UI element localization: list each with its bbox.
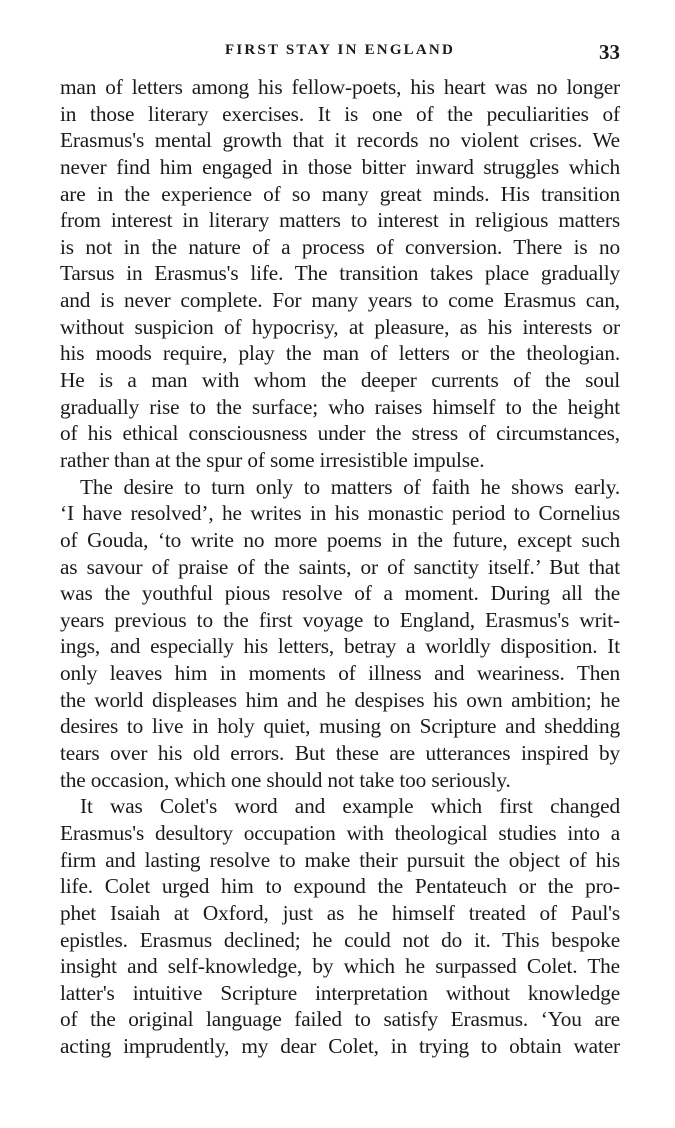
text-line: latter's intuitive Scripture interpretation without knowledge xyxy=(60,980,620,1005)
paragraph xyxy=(60,74,620,474)
text-line: desires to live in holy quiet, musing on Scripture and shedding xyxy=(60,714,620,739)
paragraph xyxy=(60,793,620,1059)
running-header xyxy=(60,40,620,70)
text-line: ings, and especially his letters, betray a worldly disposition. It xyxy=(60,634,620,659)
text-line: from interest in literary matters to interest in religious matters xyxy=(60,208,620,233)
text-line: man of letters among his fellow-poets, his heart was no longer xyxy=(60,75,620,99)
paragraph xyxy=(60,474,620,794)
text-line: gradually rise to the surface; who raises himself to the height xyxy=(60,394,620,419)
text-line: life. Colet urged him to expound the Pentateuch or the pro- xyxy=(60,874,620,899)
text-line: of the original language failed to satisfy Erasmus. ‘You are xyxy=(60,1007,620,1032)
text-line: phet Isaiah at Oxford, just as he himself treated of Paul's xyxy=(60,900,620,925)
text-line: Erasmus's desultory occupation with theological studies into a xyxy=(60,820,620,845)
text-line: The desire to turn only to matters of faith he shows early. xyxy=(80,474,620,499)
text-line: Erasmus's mental growth that it records no violent crises. We xyxy=(60,128,620,153)
text-line: acting imprudently, my dear Colet, in trying to obtain water xyxy=(60,1034,620,1059)
text-line: is not in the nature of a process of conversion. There is no xyxy=(60,234,620,259)
text-line: never find him engaged in those bitter inward struggles which xyxy=(60,154,620,179)
text-line: ‘I have resolved’, he writes in his monastic period to Cornelius xyxy=(60,501,620,526)
text-line: his moods require, play the man of letters or the theologian. xyxy=(60,341,620,366)
text-line: are in the experience of so many great minds. His transition xyxy=(60,181,620,206)
text-line: as savour of praise of the saints, or of sanctity itself.’ But that xyxy=(60,554,620,579)
text-line: of his ethical consciousness under the stress of circumstances, xyxy=(60,421,620,446)
text-line: in those literary exercises. It is one of the peculiarities of xyxy=(60,101,620,126)
text-line: without suspicion of hypocrisy, at pleasure, as his interests or xyxy=(60,314,620,339)
text-line: was the youthful pious resolve of a moment. During all the xyxy=(60,581,620,606)
text-line: years previous to the first voyage to England, Erasmus's writ- xyxy=(60,607,620,632)
text-line: only leaves him in moments of illness and weariness. Then xyxy=(60,661,620,686)
body-text xyxy=(60,74,620,1060)
text-line: rather than at the spur of some irresistible impulse. xyxy=(60,447,485,472)
page-number: 33 xyxy=(599,40,620,64)
text-line: firm and lasting resolve to make their pursuit the object of his xyxy=(60,847,620,872)
text-line: the world displeases him and he despises his own ambition; he xyxy=(60,687,620,712)
text-line: of Gouda, ‘to write no more poems in the future, except such xyxy=(60,527,620,552)
text-line: epistles. Erasmus declined; he could not do it. This bespoke xyxy=(60,927,620,952)
text-line: insight and self-knowledge, by which he surpassed Colet. The xyxy=(60,954,620,979)
running-title: FIRST STAY IN ENGLAND xyxy=(224,42,455,58)
text-line: tears over his old errors. But these are utterances inspired by xyxy=(60,741,620,766)
text-line: and is never complete. For many years to come Erasmus can, xyxy=(60,288,620,313)
text-line: It was Colet's word and example which first changed xyxy=(80,794,620,819)
text-line: the occasion, which one should not take too seriously. xyxy=(60,767,511,792)
text-line: He is a man with whom the deeper currents of the soul xyxy=(60,368,620,393)
text-line: Tarsus in Erasmus's life. The transition takes place gradually xyxy=(60,261,620,286)
